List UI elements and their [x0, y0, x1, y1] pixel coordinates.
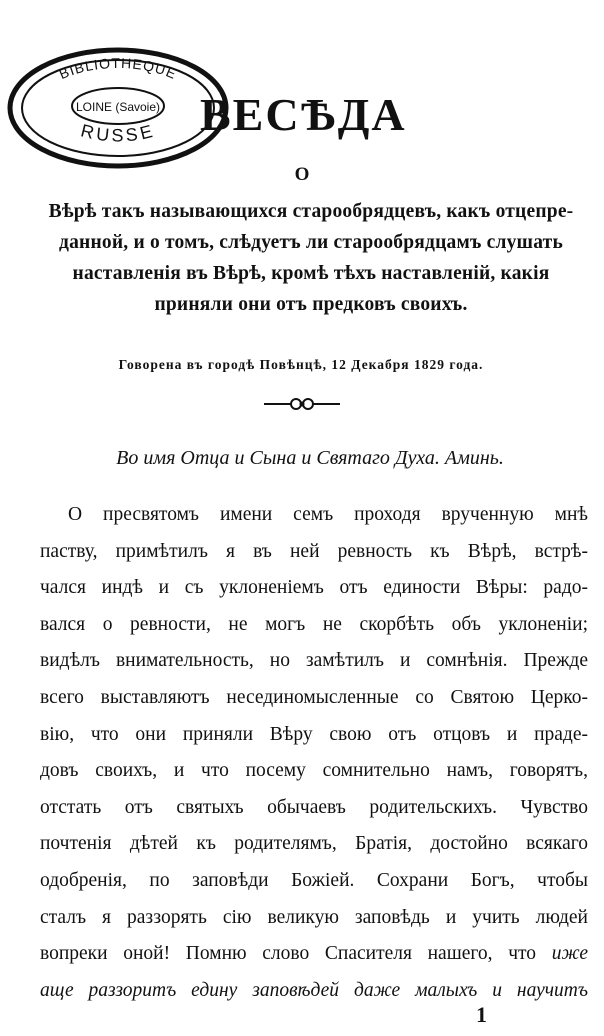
stamp-graphic [4, 44, 232, 172]
body-line: О пресвятомъ имени семъ проходя врученную мнѣ [68, 504, 588, 525]
dateline: Говорена въ городѣ Повѣнцѣ, 12 Декабря 1829 года. [118, 357, 484, 372]
body-line: сталъ я раззорять сію великую заповѣдь и учить людей [40, 906, 588, 928]
body-line: почтенія дѣтей къ родителямъ, Братія, достойно всякаго [40, 833, 588, 855]
body-line: вію, что они приняли Вѣру свою отъ отцовъ и праде- [40, 723, 588, 745]
body-line: всего выставляютъ несединомысленные со Святою Церко- [40, 686, 588, 708]
subtitle-line: приняли они отъ предковъ своихъ. [154, 294, 468, 315]
subtitle-line: наставленія въ Вѣрѣ, кромѣ тѣхъ наставленій, какія [72, 263, 550, 284]
body-line: паству, примѣтилъ я въ ней ревность къ Вѣрѣ, встрѣ- [40, 540, 588, 562]
page-title: ВЕСѢДА [200, 89, 407, 140]
subtitle-line: Вѣрѣ такъ называющихся старообрядцевъ, какъ отцепре- [48, 201, 574, 222]
subtitle [46, 196, 576, 320]
body-line: вался о ревности, не могъ не скорбѣть объ уклоненіи; [40, 613, 588, 635]
svg-text:BIBLIOTHEQUE [57, 55, 180, 82]
body-line: отстать отъ святыхъ обычаевъ родительскихъ. Чувство [40, 796, 588, 818]
ornament-divider [262, 395, 342, 413]
body-text [40, 497, 588, 1009]
stamp-top-text: BIBLIOTHEQUE [56, 54, 180, 83]
body-line-roman: вопреки оной! Помню слово Спасителя нашего, что [40, 943, 552, 965]
invocation: Во имя Отца и Сына и Святаго Духа. Аминь. [116, 447, 504, 469]
subtitle-line: данной, и о томъ, слѣдуетъ ли старообрядцамъ слушать [59, 232, 563, 253]
body-line-italic: иже [551, 943, 588, 965]
body-line: довъ своихъ, и что посему сомнительно намъ, говорятъ, [40, 760, 588, 782]
body-line: чался индѣ и съ уклоненіемъ отъ единости Вѣры: радо- [40, 577, 588, 599]
body-line: видѣлъ внимательность, но замѣтилъ и сомнѣнія. Прежде [40, 650, 588, 672]
library-stamp [4, 44, 232, 172]
title-preposition: О [294, 164, 310, 185]
stamp-inner-text: LOINE (Savoie) [75, 100, 161, 114]
stamp-bottom-text: RUSSE [78, 120, 158, 146]
body-line [40, 936, 588, 973]
body-line: одобренія, по заповѣди Божіей. Сохрани Богъ, чтобы [40, 869, 588, 891]
page-number: 1 [476, 1002, 487, 1027]
body-line-italic: аще раззоритъ едину заповѣдей даже малыхъ и научитъ [40, 979, 588, 1001]
